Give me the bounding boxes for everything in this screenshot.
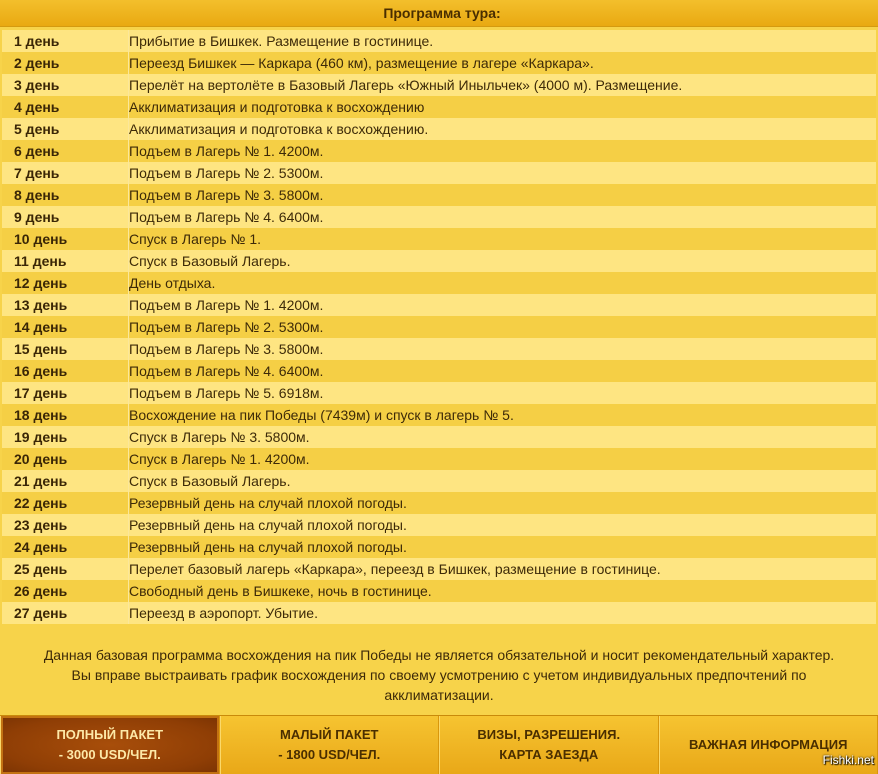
tab-label: ВИЗЫ, РАЗРЕШЕНИЯ. xyxy=(477,725,620,745)
program-row xyxy=(2,206,876,228)
program-row xyxy=(2,52,876,74)
program-row xyxy=(2,272,876,294)
program-row xyxy=(2,228,876,250)
day-description: Переезд в аэропорт. Убытие. xyxy=(129,602,877,624)
program-title: Программа тура: xyxy=(383,5,500,21)
day-description: Резервный день на случай плохой погоды. xyxy=(129,514,877,536)
tab-full-package[interactable] xyxy=(0,716,220,774)
program-row xyxy=(2,118,876,140)
watermark: Fishki.net xyxy=(823,753,874,767)
program-row xyxy=(2,250,876,272)
package-tabs xyxy=(0,715,878,774)
day-description: Подъем в Лагерь № 1. 4200м. xyxy=(129,294,877,316)
day-label: 15 день xyxy=(2,338,129,360)
program-row xyxy=(2,536,876,558)
day-description: Подъем в Лагерь № 2. 5300м. xyxy=(129,316,877,338)
day-label: 25 день xyxy=(2,558,129,580)
day-description: Подъем в Лагерь № 5. 6918м. xyxy=(129,382,877,404)
note-line: Данная базовая программа восхождения на пик Победы не является обязательной и носит рекомендательный характер. xyxy=(10,645,868,665)
tab-small-package[interactable] xyxy=(220,716,440,774)
day-label: 13 день xyxy=(2,294,129,316)
tab-visas-permits[interactable] xyxy=(439,716,659,774)
program-row xyxy=(2,96,876,118)
program-header xyxy=(0,0,878,27)
program-row xyxy=(2,294,876,316)
day-description: Спуск в Базовый Лагерь. xyxy=(129,250,877,272)
day-description: Восхождение на пик Победы (7439м) и спуск в лагерь № 5. xyxy=(129,404,877,426)
day-label: 14 день xyxy=(2,316,129,338)
day-label: 8 день xyxy=(2,184,129,206)
day-label: 19 день xyxy=(2,426,129,448)
day-description: Перелёт на вертолёте в Базовый Лагерь «Южный Иныльчек» (4000 м). Размещение. xyxy=(129,74,877,96)
day-label: 12 день xyxy=(2,272,129,294)
day-description: Спуск в Лагерь № 3. 5800м. xyxy=(129,426,877,448)
day-label: 27 день xyxy=(2,602,129,624)
day-label: 9 день xyxy=(2,206,129,228)
day-description: Перелет базовый лагерь «Каркара», переезд в Бишкек, размещение в гостинице. xyxy=(129,558,877,580)
program-row xyxy=(2,602,876,624)
day-description: Спуск в Базовый Лагерь. xyxy=(129,470,877,492)
day-description: Подъем в Лагерь № 4. 6400м. xyxy=(129,206,877,228)
program-row xyxy=(2,514,876,536)
day-label: 2 день xyxy=(2,52,129,74)
program-row xyxy=(2,382,876,404)
day-description: Подъем в Лагерь № 1. 4200м. xyxy=(129,140,877,162)
day-label: 10 день xyxy=(2,228,129,250)
day-description: Подъем в Лагерь № 3. 5800м. xyxy=(129,338,877,360)
program-row xyxy=(2,558,876,580)
day-description: Акклиматизация и подготовка к восхождению xyxy=(129,96,877,118)
day-description: Спуск в Лагерь № 1. 4200м. xyxy=(129,448,877,470)
program-row xyxy=(2,74,876,96)
program-row xyxy=(2,580,876,602)
day-label: 1 день xyxy=(2,30,129,52)
program-row xyxy=(2,448,876,470)
day-label: 20 день xyxy=(2,448,129,470)
program-row xyxy=(2,162,876,184)
day-label: 23 день xyxy=(2,514,129,536)
tab-label: ВАЖНАЯ ИНФОРМАЦИЯ xyxy=(689,735,847,755)
tab-label: ПОЛНЫЙ ПАКЕТ xyxy=(56,725,163,745)
day-description: Резервный день на случай плохой погоды. xyxy=(129,492,877,514)
day-label: 11 день xyxy=(2,250,129,272)
program-row xyxy=(2,338,876,360)
day-description: Подъем в Лагерь № 2. 5300м. xyxy=(129,162,877,184)
day-label: 16 день xyxy=(2,360,129,382)
program-row xyxy=(2,404,876,426)
program-row xyxy=(2,316,876,338)
program-row xyxy=(2,360,876,382)
note-line: акклиматизации. xyxy=(10,685,868,705)
day-description: Подъем в Лагерь № 3. 5800м. xyxy=(129,184,877,206)
day-label: 6 день xyxy=(2,140,129,162)
day-label: 18 день xyxy=(2,404,129,426)
day-label: 4 день xyxy=(2,96,129,118)
day-description: День отдыха. xyxy=(129,272,877,294)
day-description: Подъем в Лагерь № 4. 6400м. xyxy=(129,360,877,382)
tab-label: МАЛЫЙ ПАКЕТ xyxy=(280,725,378,745)
program-row xyxy=(2,426,876,448)
day-description: Переезд Бишкек — Каркара (460 км), размещение в лагере «Каркара». xyxy=(129,52,877,74)
day-label: 17 день xyxy=(2,382,129,404)
day-description: Резервный день на случай плохой погоды. xyxy=(129,536,877,558)
tab-sublabel: - 1800 USD/ЧЕЛ. xyxy=(278,745,380,765)
day-description: Прибытие в Бишкек. Размещение в гостинице. xyxy=(129,30,877,52)
day-description: Акклиматизация и подготовка к восхождению. xyxy=(129,118,877,140)
program-row xyxy=(2,184,876,206)
program-row xyxy=(2,492,876,514)
day-label: 7 день xyxy=(2,162,129,184)
program-row xyxy=(2,140,876,162)
day-description: Свободный день в Бишкеке, ночь в гостинице. xyxy=(129,580,877,602)
tab-sublabel: КАРТА ЗАЕЗДА xyxy=(499,745,598,765)
day-description: Спуск в Лагерь № 1. xyxy=(129,228,877,250)
day-label: 22 день xyxy=(2,492,129,514)
day-label: 24 день xyxy=(2,536,129,558)
day-label: 5 день xyxy=(2,118,129,140)
day-label: 21 день xyxy=(2,470,129,492)
program-row xyxy=(2,30,876,52)
disclaimer-note xyxy=(0,645,878,705)
day-label: 26 день xyxy=(2,580,129,602)
day-label: 3 день xyxy=(2,74,129,96)
tab-sublabel: - 3000 USD/ЧЕЛ. xyxy=(59,745,161,765)
program-table xyxy=(2,30,876,624)
note-line: Вы вправе выстраивать график восхождения по своему усмотрению с учетом индивидуальных предпочтений по xyxy=(10,665,868,685)
program-row xyxy=(2,470,876,492)
